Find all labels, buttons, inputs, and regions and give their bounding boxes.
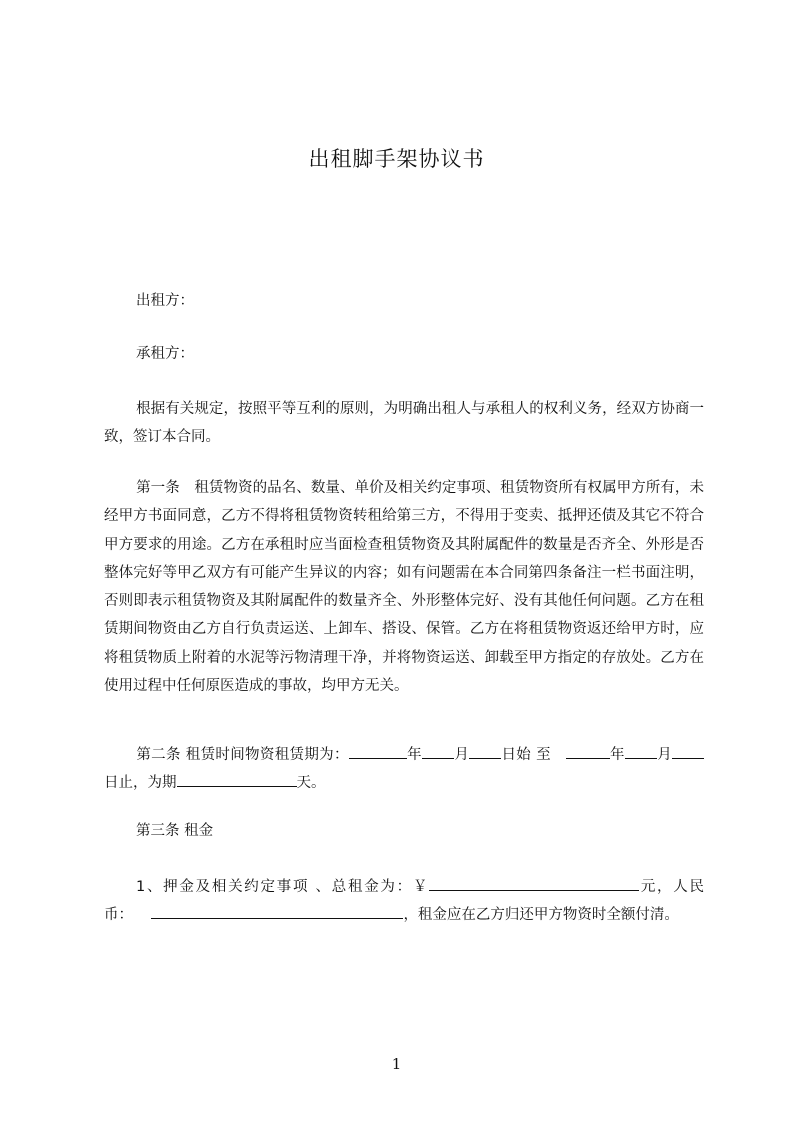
intro-text: 根据有关规定，按照平等互利的原则，为明确出租人与承租人的权利义务，经双方协商一致，签订本合同。 — [104, 401, 704, 446]
article2-month-1: 月 — [454, 747, 470, 763]
blank-end-day[interactable] — [672, 744, 704, 759]
article2-day-start: 日始 至 — [501, 747, 551, 763]
lessee-label: 承租方： — [136, 346, 194, 362]
article2-day-end: 日止，为期 — [104, 775, 177, 792]
blank-end-month-part1[interactable] — [625, 744, 657, 759]
article3-heading: 第三条 租金 — [136, 823, 214, 839]
blank-rent-in-words[interactable] — [151, 904, 403, 919]
blank-start-year[interactable] — [349, 744, 407, 759]
article1-text: 第一条 租赁物资的品名、数量、单价及相关约定事项、租赁物资所有权属甲方所有，未经甲方书面同意，乙方不得将租赁物资转租给第三方，不得用于变卖、抵押还债及其它不符合甲方要求的用途。乙方在承租时应当面检查租赁物资及其附属配件的数量是否齐全、外形是否整体完好等甲乙双方有可能产生异议的内容；如有问题需在本合同第四条备注一栏书面注明，否则即表示租赁物资及其附属配件的数量齐全、外形整体完好、没有其他任何问题。乙方在租赁期间物资由乙方自行负责运送、上卸车、搭设、保管。乙方在将租赁物资返还给甲方时，应将租赁物质上附着的水泥等污物清理干净，并将物资运送、卸载至甲方指定的存放处。乙方在使用过程中任何原医造成的事故，均甲方无关。 — [104, 480, 704, 695]
article3-item1-paragraph — [104, 873, 704, 930]
page-number: 1 — [391, 1055, 402, 1073]
article2-year-2: 年 — [609, 747, 625, 763]
lessor-label: 出租方： — [136, 293, 194, 309]
article3-item1-prefix: 1、押金及相关约定事项 、总租金为：￥ — [136, 879, 430, 895]
blank-start-month[interactable] — [422, 744, 454, 759]
blank-duration-days[interactable] — [177, 772, 297, 787]
article3-item1-suffix: ，租金应在乙方归还甲方物资时全额付清。 — [403, 907, 679, 924]
article2-year-1: 年 — [406, 747, 422, 763]
intro-paragraph — [104, 395, 704, 452]
article2-month-2: 月 — [656, 747, 673, 763]
article2-prefix: 第二条 租赁时间物资租赁期为： — [136, 747, 349, 763]
document-title: 出租脚手架协议书 — [308, 147, 485, 171]
blank-start-day[interactable] — [469, 744, 501, 759]
article3-item1-yuan: 元，人民币： — [104, 879, 704, 924]
article1-paragraph — [104, 474, 704, 700]
article2-days: 天。 — [296, 775, 326, 792]
article2-paragraph — [104, 741, 704, 798]
blank-total-rent-amount[interactable] — [429, 876, 639, 891]
blank-end-year[interactable] — [566, 744, 610, 759]
